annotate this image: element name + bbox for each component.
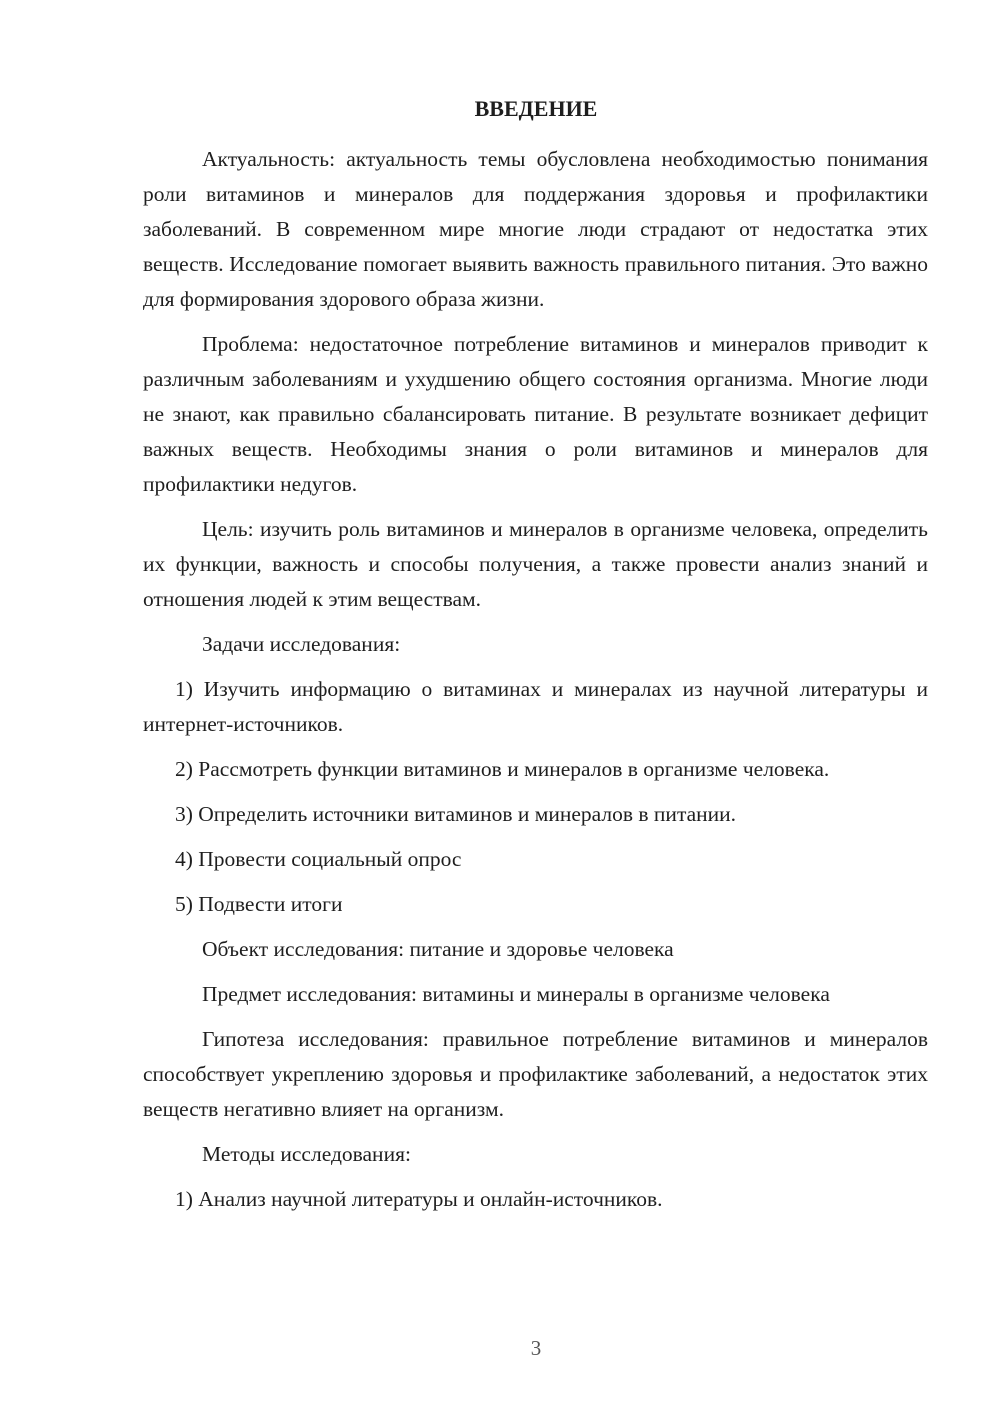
page-title: ВВЕДЕНИЕ <box>474 96 598 121</box>
paragraph-hypothesis: Гипотеза исследования: правильное потребление витаминов и минералов способствует укреплению здоровья и профилактике заболеваний, а недостаток этих веществ негативно влияет на организм. <box>143 1027 928 1121</box>
document-body <box>143 142 928 1227</box>
paragraph-relevance: Актуальность: актуальность темы обусловлена необходимостью понимания роли витаминов и минералов для поддержания здоровья и профилактики заболеваний. В современном мире многие люди страдают от недостатка этих веществ. Исследование помогает выявить важность правильного питания. Это важно для формирования здорового образа жизни. <box>143 147 928 311</box>
paragraph-object: Объект исследования: питание и здоровье человека <box>202 937 674 961</box>
method-item-1: 1) Анализ научной литературы и онлайн-источников. <box>175 1187 663 1211</box>
task-item-4: 4) Провести социальный опрос <box>175 847 462 871</box>
page-number: 3 <box>530 1336 542 1360</box>
task-item-1: 1) Изучить информацию о витаминах и минералах из научной литературы и интернет-источников. <box>143 677 928 736</box>
tasks-heading: Задачи исследования: <box>202 632 401 656</box>
paragraph-subject: Предмет исследования: витамины и минералы в организме человека <box>202 982 830 1006</box>
paragraph-problem: Проблема: недостаточное потребление витаминов и минералов приводит к различным заболеваниям и ухудшению общего состояния организма. Многие люди не знают, как правильно сбалансировать питание. В результате возникает дефицит важных веществ. Необходимы знания о роли витаминов и минералов для профилактики недугов. <box>143 332 928 496</box>
paragraph-goal: Цель: изучить роль витаминов и минералов в организме человека, определить их функции, важность и способы получения, а также провести анализ знаний и отношения людей к этим веществам. <box>143 517 928 611</box>
methods-heading: Методы исследования: <box>202 1142 411 1166</box>
task-item-2: 2) Рассмотреть функции витаминов и минералов в организме человека. <box>175 757 830 781</box>
task-item-5: 5) Подвести итоги <box>175 892 343 916</box>
task-item-3: 3) Определить источники витаминов и минералов в питании. <box>175 802 737 826</box>
